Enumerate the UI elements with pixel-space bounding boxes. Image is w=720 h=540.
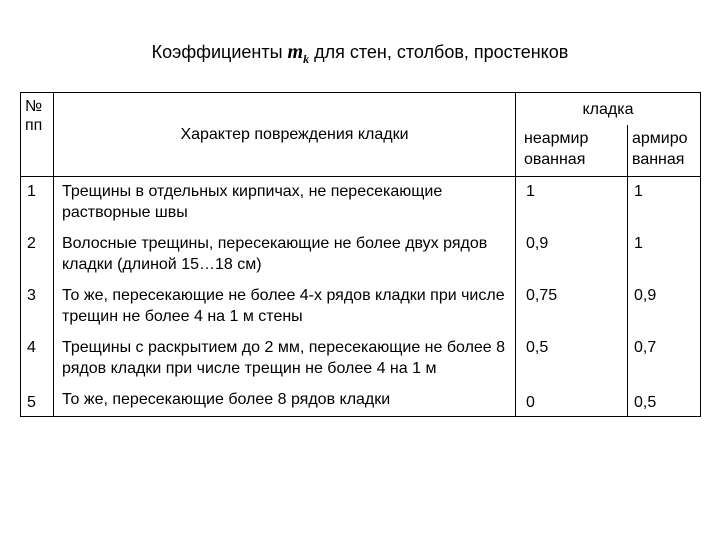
row-reinforced-value: 1 [628,177,701,230]
row-unreinforced-value: 1 [516,177,628,230]
table-row [21,385,701,417]
header-masonry-group: кладка [516,93,701,126]
header-reinforced: армиро ванная [628,125,701,177]
header-number: № пп [21,93,54,177]
row-unreinforced-value: 0,9 [516,229,628,281]
title-subscript: k [303,52,310,66]
header-description: Характер повреждения кладки [54,93,516,177]
table-row [21,333,701,385]
title-suffix: для стен, столбов, простенков [314,42,569,62]
row-reinforced-value: 0,9 [628,281,701,333]
row-number: 5 [21,385,54,417]
row-description: То же, пересекающие более 8 рядов кладки [54,385,516,417]
row-description: Волосные трещины, пересекающие не более двух рядов кладки (длиной 15…18 см) [54,229,516,281]
row-reinforced-value: 0,7 [628,333,701,385]
row-description: Трещины в отдельных кирпичах, не пересекающие растворные швы [54,177,516,230]
row-number: 1 [21,177,54,230]
row-number: 4 [21,333,54,385]
row-description: Трещины с раскрытием до 2 мм, пересекающие не более 8 рядов кладки при числе трещин не более 4 на 1 м [54,333,516,385]
header-unreinforced: неармир ованная [516,125,628,177]
row-unreinforced-value: 0,5 [516,333,628,385]
table-row [21,281,701,333]
coefficients-table [20,92,701,417]
row-description: То же, пересекающие не более 4-х рядов кладки при числе трещин не более 4 на 1 м стены [54,281,516,333]
title-symbol: $m_k$ [287,41,310,66]
row-reinforced-value: 0,5 [628,385,701,417]
row-number: 2 [21,229,54,281]
table-row [21,229,701,281]
title-prefix: Коэффициенты [151,42,283,62]
row-reinforced-value: 1 [628,229,701,281]
page-title [0,40,720,71]
row-unreinforced-value: 0,75 [516,281,628,333]
table-row [21,177,701,230]
header-row [21,93,701,126]
row-number: 3 [21,281,54,333]
row-unreinforced-value: 0 [516,385,628,417]
